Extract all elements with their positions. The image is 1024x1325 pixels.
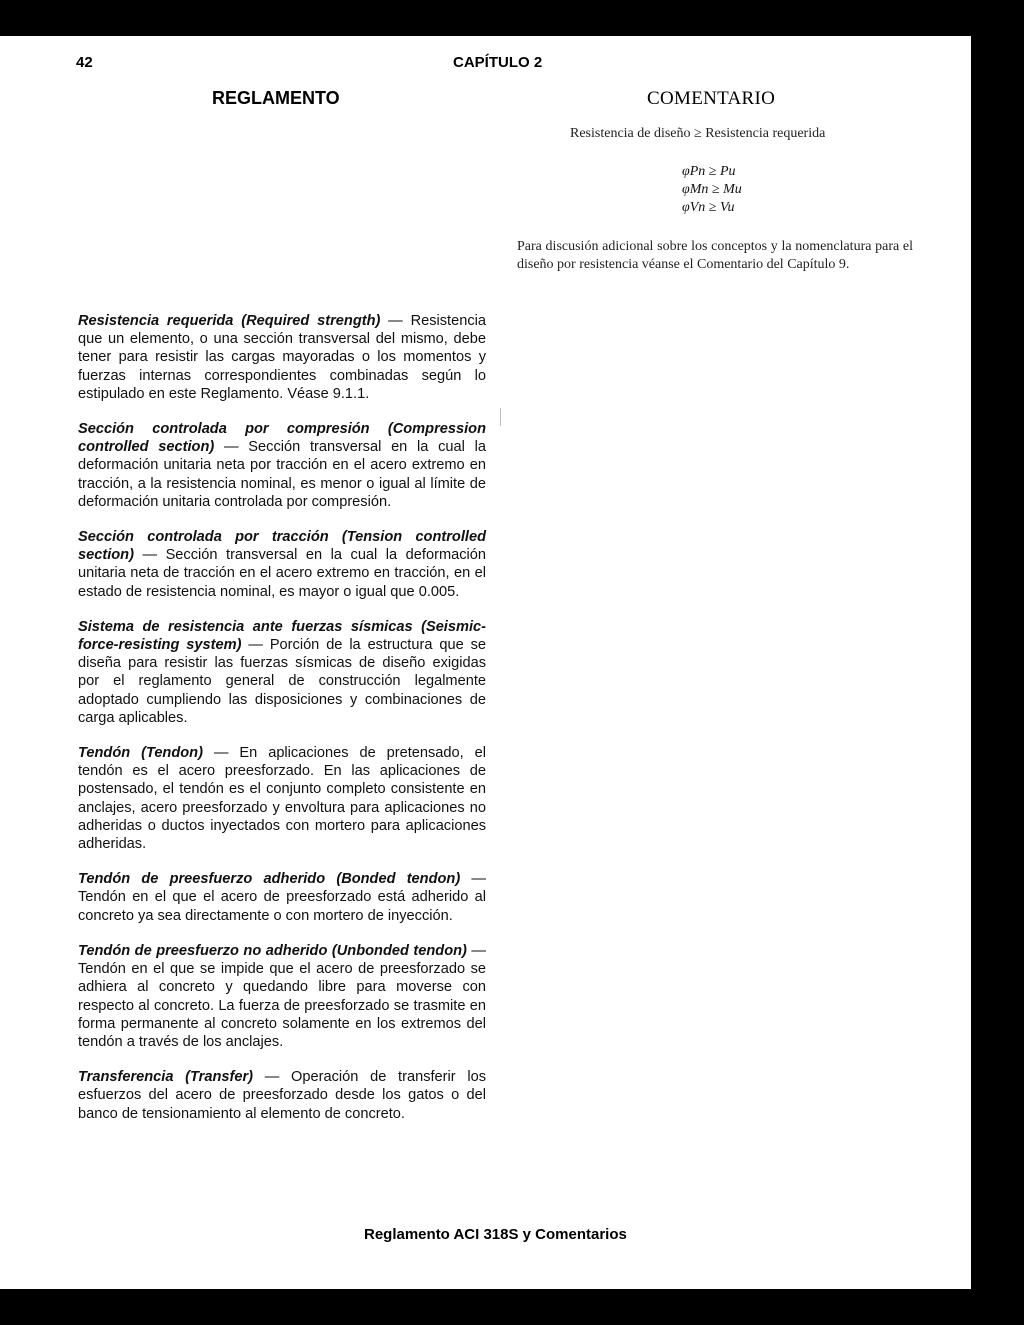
definition-text: — Porción de la estructura que se diseña para resistir las fuerzas sísmicas de diseño exigidas por el reglamento general de construcción legalmente adoptado cumpliendo las disposiciones y combinaciones de carga aplicables. — [78, 637, 487, 726]
definition-term: Tendón de preesfuerzo no adherido (Unbonded tendon) — [78, 942, 467, 959]
page-number: 42 — [76, 54, 93, 71]
column-divider — [500, 408, 501, 426]
strength-equations — [682, 163, 742, 217]
definition-term: Resistencia requerida (Required strength) — [78, 313, 381, 329]
definition-text: — Sección transversal en la cual la deformación unitaria neta de tracción en el acero extremo en tracción, en el estado de resistencia nominal, es mayor o igual que 0.005. — [78, 547, 486, 600]
definition-seismic-force-resisting-system — [78, 618, 486, 727]
page-footer: Reglamento ACI 318S y Comentarios — [364, 1226, 627, 1243]
design-strength-relation: Resistencia de diseño ≥ Resistencia requerida — [570, 126, 826, 141]
definitions-list — [78, 312, 486, 1140]
document-page — [0, 36, 971, 1289]
definition-term: Transferencia (Transfer) — [78, 1069, 254, 1086]
definition-transfer — [78, 1068, 486, 1123]
definition-tension-controlled-section — [78, 528, 486, 601]
definition-text: — Operación de transferir los esfuerzos del acero de preesforzado desde los gatos o del banco de tensionamiento al elemento de concreto. — [78, 1069, 487, 1122]
definition-text: — Tendón en el que se impide que el acero de preesforzado se adhiera al concreto y quedando libre para moverse con respecto al concreto. La fuerza de preesforzado se trasmite en forma permanente al concreto solamente en los extremos del tendón a través de los anclajes. — [78, 942, 486, 1050]
definition-term: Sistema de resistencia ante fuerzas sísmicas (Seismic-force-resisting system) — [78, 618, 486, 654]
definition-term: Tendón de preesfuerzo adherido (Bonded tendon) — [78, 871, 461, 888]
definition-bonded-tendon — [78, 870, 486, 925]
regulation-column-heading: REGLAMENTO — [212, 88, 340, 108]
definition-compression-controlled-section — [78, 420, 486, 511]
commentary-paragraph: Para discusión adicional sobre los conceptos y la nomenclatura para el diseño por resistencia véanse el Comentario del Capítulo 9. — [517, 239, 913, 272]
moment-strength-equation: φMn ≥ Mu — [682, 182, 742, 197]
definition-term: Sección controlada por compresión (Compression controlled section) — [78, 421, 486, 456]
definition-term: Tendón (Tendon) — [78, 745, 203, 762]
axial-strength-equation: φPn ≥ Pu — [682, 164, 736, 179]
definition-text: — Sección transversal en la cual la deformación unitaria neta por tracción en el acero extremo en tracción, a la resistencia nominal, es menor o igual al límite de deformación unitaria controlada por compresión. — [78, 439, 486, 510]
definition-text: — Resistencia que un elemento, o una sección transversal del mismo, debe tener para resistir las cargas mayoradas o los momentos y fuerzas internas correspondientes combinadas según lo estipulado en este Reglamento. Véase 9.1.1. — [78, 313, 486, 402]
chapter-title: CAPÍTULO 2 — [453, 54, 543, 71]
definition-text: — Tendón en el que el acero de preesforzado está adherido al concreto ya sea directamente o con mortero de inyección. — [78, 871, 486, 924]
definition-text: — En aplicaciones de pretensado, el tendón es el acero preesforzado. En las aplicaciones de postensado, el tendón es el conjunto completo consistente en anclajes, acero preesforzado y envoltura para aplicaciones no adheridas o ductos inyectados con mortero para aplicaciones adheridas. — [78, 745, 486, 853]
definition-tendon — [78, 744, 486, 853]
definition-term: Sección controlada por tracción (Tension controlled section) — [78, 529, 486, 564]
shear-strength-equation: φVn ≥ Vu — [682, 200, 735, 215]
definition-required-strength — [78, 312, 486, 403]
commentary-column-heading: COMENTARIO — [647, 88, 776, 109]
definition-unbonded-tendon — [78, 942, 486, 1051]
